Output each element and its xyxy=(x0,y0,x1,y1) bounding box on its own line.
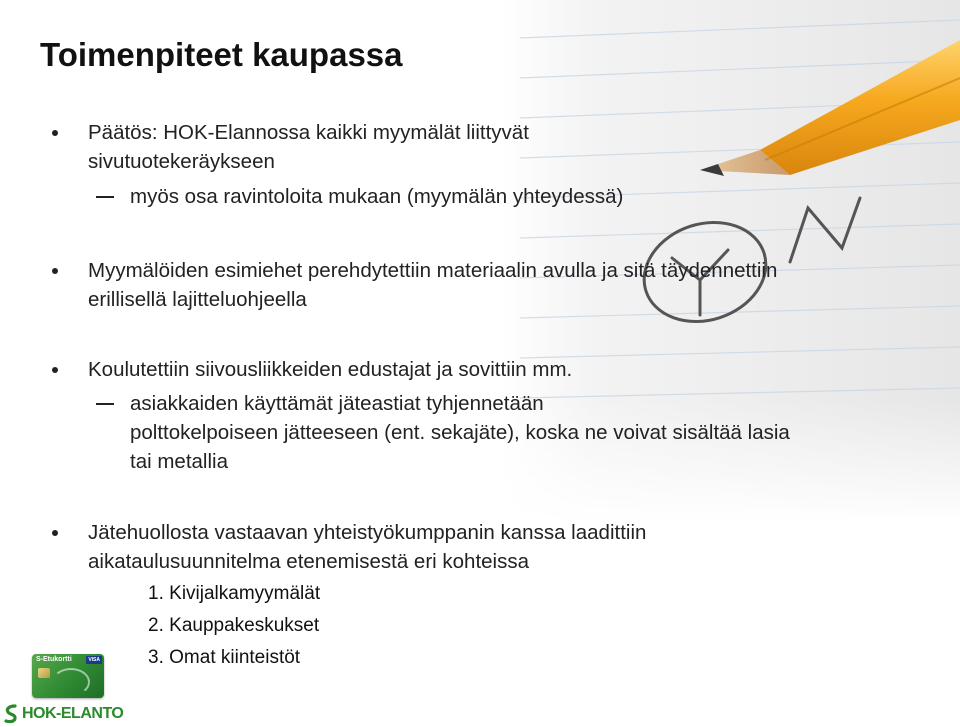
sub-line: myös osa ravintoloita mukaan (myymälän yhteydessä) xyxy=(130,185,624,208)
sub-line: tai metallia xyxy=(130,450,228,473)
sub-line: asiakkaiden käyttämät jäteastiat tyhjennetään xyxy=(130,392,544,415)
sub-line: polttokelpoiseen jätteeseen (ent. sekajäte), koska ne voivat sisältää lasia xyxy=(130,421,790,444)
card-brand: VISA xyxy=(88,657,100,663)
hok-elanto-logo xyxy=(3,703,123,725)
numbered-item xyxy=(148,646,300,670)
bullet-line: erillisellä lajitteluohjeella xyxy=(88,288,307,311)
logo-text: HOK-ELANTO xyxy=(22,705,124,722)
numbered-item xyxy=(148,614,319,638)
bullet-marker xyxy=(52,268,58,274)
bullet-line: Jätehuollosta vastaavan yhteistyökumppanin kanssa laadittiin xyxy=(88,521,647,544)
bullet-item xyxy=(88,118,529,176)
bullet-item xyxy=(88,355,572,384)
number-label: 2. xyxy=(148,615,164,636)
sub-item xyxy=(130,389,790,476)
numbered-item xyxy=(148,582,320,606)
bullet-marker xyxy=(52,367,58,373)
dash-marker xyxy=(96,403,114,405)
bullet-line: Päätös: HOK-Elannossa kaikki myymälät liittyvät xyxy=(88,121,529,144)
numbered-text: Kauppakeskukset xyxy=(169,615,320,636)
bullet-item xyxy=(88,518,646,576)
bullet-line: sivutuotekeräykseen xyxy=(88,150,275,173)
hok-elanto-logo-icon xyxy=(3,704,19,724)
sub-item xyxy=(130,182,623,211)
numbered-text: Omat kiinteistöt xyxy=(169,647,301,668)
card-wave-icon xyxy=(52,668,90,696)
bullet-line: aikataulusuunnitelma etenemisestä eri kohteissa xyxy=(88,550,530,573)
dash-marker xyxy=(96,196,114,198)
bullet-line: Myymälöiden esimiehet perehdytettiin materiaalin avulla ja sitä täydennettiin xyxy=(88,259,778,282)
slide-title: Toimenpiteet kaupassa xyxy=(40,36,403,73)
card-chip-icon xyxy=(38,668,50,678)
card-title: S-Etukortti xyxy=(36,656,72,663)
numbered-text: Kivijalkamyymälät xyxy=(169,583,321,604)
number-label: 1. xyxy=(148,583,164,604)
s-etukortti-card-image xyxy=(32,654,104,698)
bullet-marker xyxy=(52,530,58,536)
bullet-marker xyxy=(52,130,58,136)
number-label: 3. xyxy=(148,647,164,668)
bullet-line: Koulutettiin siivousliikkeiden edustajat ja sovittiin mm. xyxy=(88,358,573,381)
bullet-item xyxy=(88,256,777,314)
